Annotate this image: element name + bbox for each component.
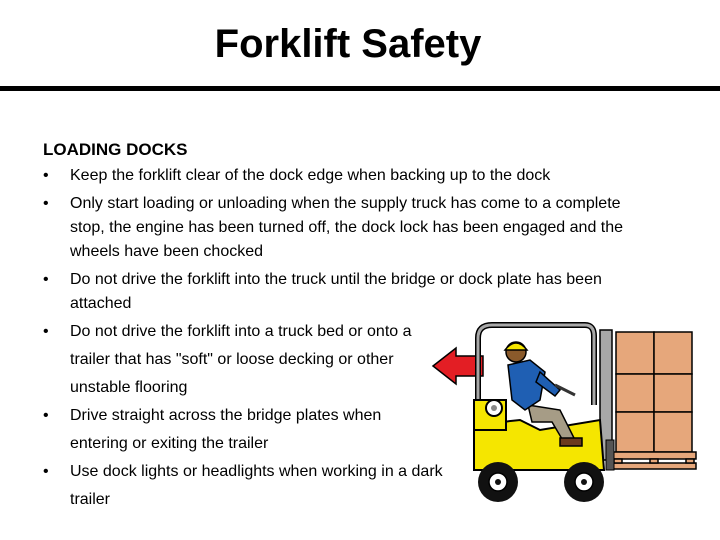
boxes-icon <box>612 332 696 469</box>
bullet-text: Do not drive the forklift into a truck bed or onto a trailer that has "soft" or loose decking or other unstable flooring <box>70 323 412 396</box>
bullet-dot: • <box>43 195 49 212</box>
bullet-text: Only start loading or unloading when the supply truck has come to a complete stop, the engine has been turned off, the dock lock has been engaged and the wheels have been chocked <box>70 195 624 260</box>
forklift-illustration <box>425 318 720 508</box>
wheel-icon <box>478 462 518 502</box>
bullet-dot: • <box>43 323 49 340</box>
section-heading: LOADING DOCKS <box>43 140 188 159</box>
title-underline <box>0 86 720 91</box>
bullet-dot: • <box>43 167 49 184</box>
bullet-dot: • <box>43 463 49 480</box>
wheel-icon <box>564 462 604 502</box>
bullet-text: Drive straight across the bridge plates when entering or exiting the trailer <box>70 407 382 452</box>
bullet-dot: • <box>43 407 49 424</box>
bullet-text: Keep the forklift clear of the dock edge when backing up to the dock <box>70 167 551 184</box>
bullet-dot: • <box>43 271 49 288</box>
bullet-text: Do not drive the forklift into the truck until the bridge or dock plate has been attached <box>70 271 602 312</box>
slide-title: Forklift Safety <box>214 22 482 66</box>
bullet-text: Use dock lights or headlights when working in a dark trailer <box>70 463 443 508</box>
